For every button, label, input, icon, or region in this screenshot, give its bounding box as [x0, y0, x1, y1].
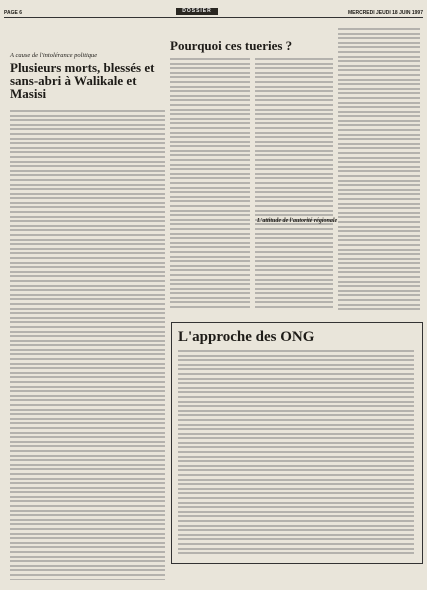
article2-subhead: L'attitude de l'autorité régionale: [257, 218, 338, 224]
section-label: DOSSIER: [176, 8, 218, 15]
article3-body: [178, 350, 414, 555]
article1-body: [10, 110, 165, 580]
page-number: PAGE 6: [4, 10, 22, 16]
article1-headline: Plusieurs morts, blessés et sans-abri à Walikale et Masisi: [10, 60, 155, 101]
article2-column-2: [255, 58, 333, 316]
article2-headline: Pourquoi ces tueries ?: [170, 38, 293, 53]
issue-date: MERCREDI JEUDI 18 JUIN 1997: [347, 10, 423, 16]
article2-column-1: [170, 58, 250, 316]
article1-kicker: A cause de l'intolérance politique: [10, 52, 98, 59]
page-header: [4, 3, 423, 17]
article2-column-3: [338, 28, 420, 316]
article3-headline: L'approche des ONG: [178, 329, 315, 345]
header-rule: [4, 17, 423, 18]
